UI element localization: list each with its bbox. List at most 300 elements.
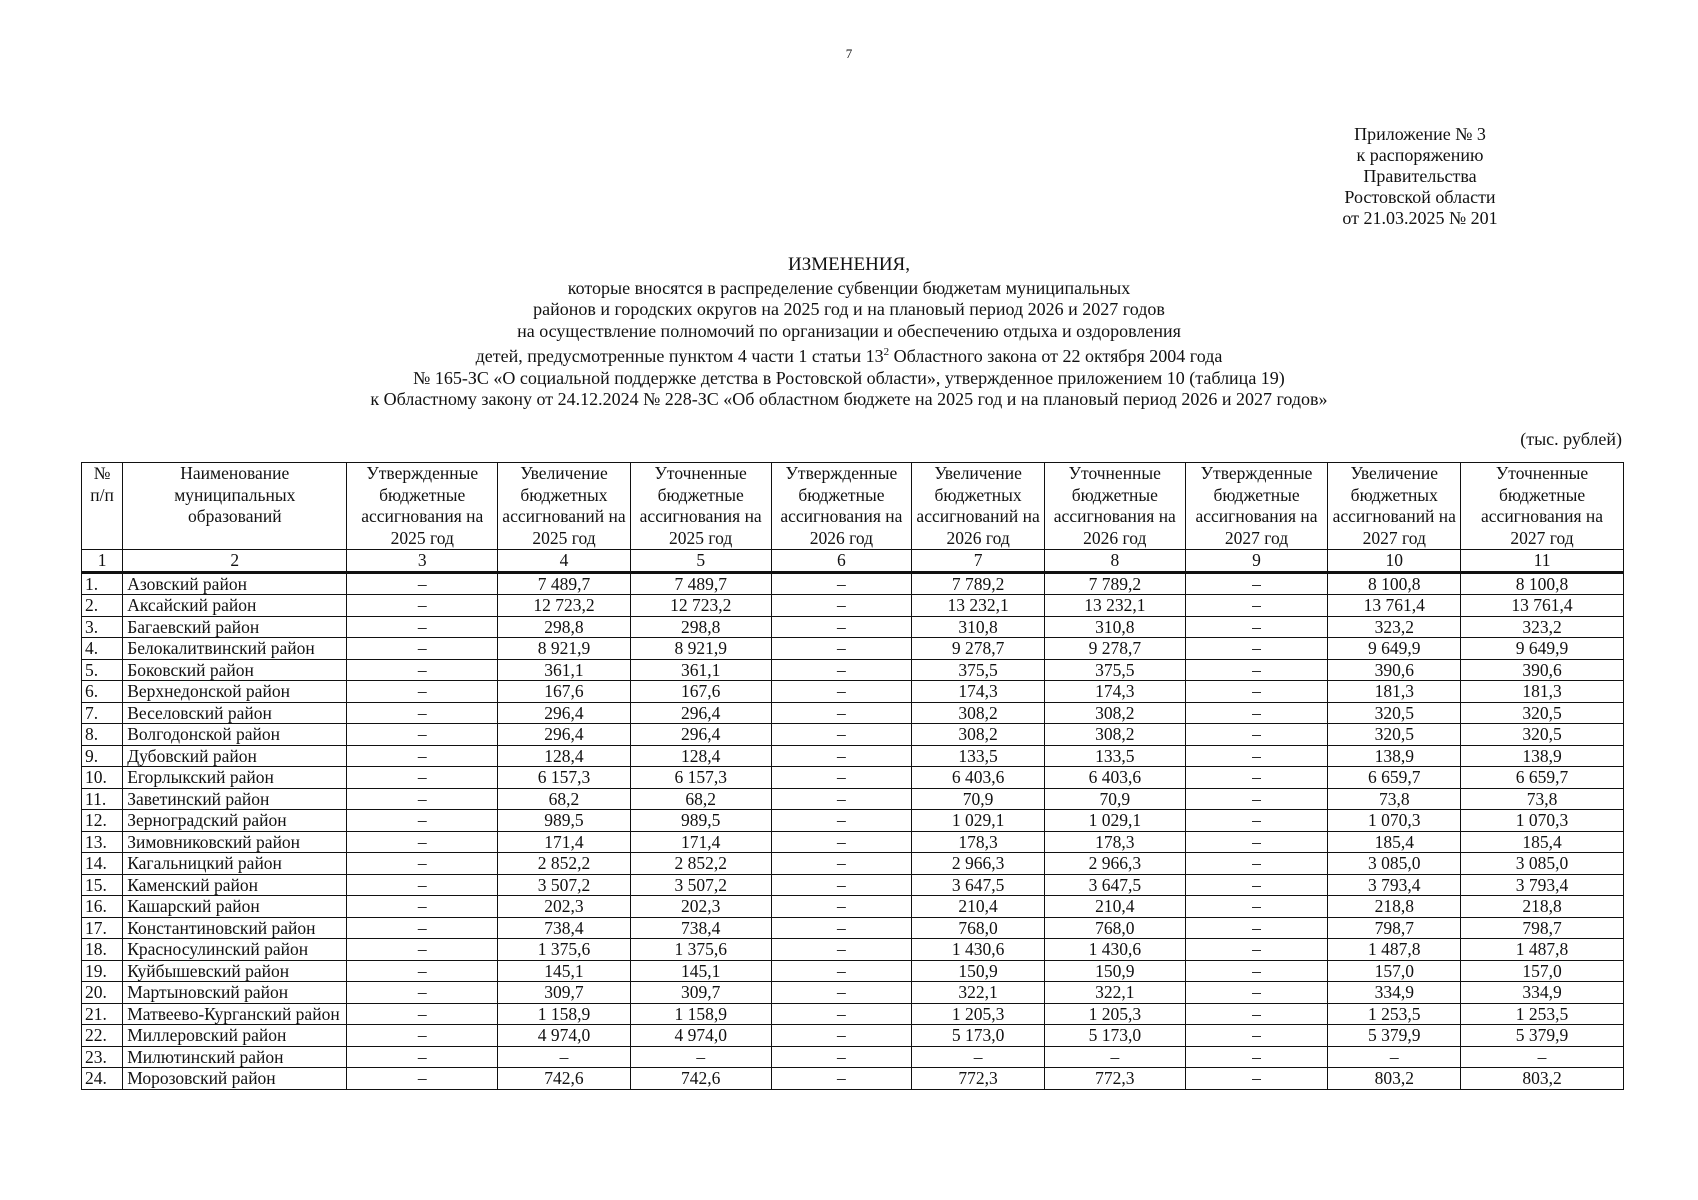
- amount-cell: 68,2: [630, 788, 771, 810]
- column-number: 3: [347, 550, 498, 573]
- amount-cell: 218,8: [1328, 896, 1461, 918]
- column-number: 6: [771, 550, 912, 573]
- table-row: [82, 659, 1624, 681]
- amount-cell: –: [912, 1046, 1045, 1068]
- amount-cell: 1 029,1: [912, 810, 1045, 832]
- amount-cell: 738,4: [630, 917, 771, 939]
- table-row: [82, 874, 1624, 896]
- amount-cell: 334,9: [1461, 982, 1624, 1004]
- amount-cell: –: [1185, 1046, 1328, 1068]
- appendix-line: Правительства: [1363, 166, 1477, 186]
- municipality-name-cell: Морозовский район: [123, 1068, 347, 1090]
- amount-cell: –: [771, 724, 912, 746]
- amount-cell: 70,9: [912, 788, 1045, 810]
- row-number-cell: 3.: [82, 616, 123, 638]
- amount-cell: –: [1185, 638, 1328, 660]
- amount-cell: –: [1185, 831, 1328, 853]
- amount-cell: 2 966,3: [1044, 853, 1185, 875]
- amount-cell: –: [347, 767, 498, 789]
- row-number-cell: 20.: [82, 982, 123, 1004]
- amount-cell: –: [771, 939, 912, 961]
- row-number-cell: 18.: [82, 939, 123, 961]
- table-row: [82, 572, 1624, 595]
- municipality-name-cell: Куйбышевский район: [123, 960, 347, 982]
- amount-cell: 390,6: [1328, 659, 1461, 681]
- amount-cell: 2 966,3: [912, 853, 1045, 875]
- municipality-name-cell: Константиновский район: [123, 917, 347, 939]
- amount-cell: 310,8: [1044, 616, 1185, 638]
- appendix-line: Ростовской области: [1344, 187, 1496, 207]
- amount-cell: 6 157,3: [498, 767, 631, 789]
- amount-cell: 70,9: [1044, 788, 1185, 810]
- amount-cell: 210,4: [912, 896, 1045, 918]
- amount-cell: 218,8: [1461, 896, 1624, 918]
- amount-cell: 296,4: [498, 724, 631, 746]
- amount-cell: 772,3: [1044, 1068, 1185, 1090]
- amount-cell: –: [1185, 982, 1328, 1004]
- appendix-line: Приложение № 3: [1354, 124, 1486, 144]
- amount-cell: 9 278,7: [1044, 638, 1185, 660]
- amount-cell: 772,3: [912, 1068, 1045, 1090]
- municipality-name-cell: Верхнедонской район: [123, 681, 347, 703]
- amount-cell: 2 852,2: [630, 853, 771, 875]
- amount-cell: –: [347, 874, 498, 896]
- document-title: [0, 254, 1698, 411]
- amount-cell: 1 070,3: [1461, 810, 1624, 832]
- amount-cell: –: [1185, 702, 1328, 724]
- amount-cell: 1 430,6: [1044, 939, 1185, 961]
- table-row: [82, 595, 1624, 617]
- row-number-cell: 4.: [82, 638, 123, 660]
- amount-cell: –: [347, 681, 498, 703]
- amount-cell: –: [1185, 1025, 1328, 1047]
- amount-cell: 1 205,3: [912, 1003, 1045, 1025]
- amount-cell: 167,6: [630, 681, 771, 703]
- row-number-cell: 1.: [82, 572, 123, 595]
- amount-cell: –: [1185, 788, 1328, 810]
- table-header-row: [82, 463, 1624, 550]
- amount-cell: 145,1: [630, 960, 771, 982]
- amount-cell: 3 507,2: [498, 874, 631, 896]
- amount-cell: –: [498, 1046, 631, 1068]
- amount-cell: –: [347, 853, 498, 875]
- row-number-cell: 10.: [82, 767, 123, 789]
- amount-cell: 6 157,3: [630, 767, 771, 789]
- table-row: [82, 1025, 1624, 1047]
- municipality-name-cell: Мартыновский район: [123, 982, 347, 1004]
- amount-cell: 5 173,0: [1044, 1025, 1185, 1047]
- table-row: [82, 917, 1624, 939]
- title-line: которые вносятся в распределение субвенции бюджетам муниципальных: [567, 277, 1131, 298]
- amount-cell: 138,9: [1461, 745, 1624, 767]
- amount-cell: 13 761,4: [1328, 595, 1461, 617]
- table-row: [82, 745, 1624, 767]
- row-number-cell: 8.: [82, 724, 123, 746]
- table-row: [82, 810, 1624, 832]
- amount-cell: –: [347, 616, 498, 638]
- column-number: 5: [630, 550, 771, 573]
- column-number: 8: [1044, 550, 1185, 573]
- column-number: 11: [1461, 550, 1624, 573]
- column-header: Увеличение бюджетных ассигнований на 2025 год: [498, 463, 631, 550]
- amount-cell: –: [347, 960, 498, 982]
- row-number-cell: 14.: [82, 853, 123, 875]
- amount-cell: 157,0: [1461, 960, 1624, 982]
- amount-cell: 803,2: [1328, 1068, 1461, 1090]
- amount-cell: 320,5: [1461, 724, 1624, 746]
- amount-cell: 7 489,7: [630, 572, 771, 595]
- amount-cell: 8 100,8: [1328, 572, 1461, 595]
- amount-cell: –: [347, 982, 498, 1004]
- row-number-cell: 15.: [82, 874, 123, 896]
- amount-cell: 989,5: [630, 810, 771, 832]
- amount-cell: –: [1185, 681, 1328, 703]
- column-number: 4: [498, 550, 631, 573]
- amount-cell: 5 379,9: [1328, 1025, 1461, 1047]
- amount-cell: 803,2: [1461, 1068, 1624, 1090]
- municipality-name-cell: Матвеево-Курганский район: [123, 1003, 347, 1025]
- amount-cell: 4 974,0: [498, 1025, 631, 1047]
- column-header: Уточненные бюджетные ассигнования на 2026 год: [1044, 463, 1185, 550]
- amount-cell: –: [347, 572, 498, 595]
- amount-cell: 1 158,9: [498, 1003, 631, 1025]
- row-number-cell: 23.: [82, 1046, 123, 1068]
- amount-cell: 320,5: [1328, 702, 1461, 724]
- amount-cell: 181,3: [1461, 681, 1624, 703]
- amount-cell: 768,0: [1044, 917, 1185, 939]
- amount-cell: 296,4: [630, 702, 771, 724]
- amount-cell: 308,2: [912, 702, 1045, 724]
- amount-cell: 742,6: [630, 1068, 771, 1090]
- amount-cell: –: [347, 1068, 498, 1090]
- amount-cell: –: [771, 853, 912, 875]
- table-row: [82, 681, 1624, 703]
- amount-cell: 3 647,5: [912, 874, 1045, 896]
- column-number: 2: [123, 550, 347, 573]
- municipality-name-cell: Каменский район: [123, 874, 347, 896]
- row-number-cell: 19.: [82, 960, 123, 982]
- amount-cell: –: [771, 702, 912, 724]
- amount-cell: –: [771, 1003, 912, 1025]
- row-number-cell: 9.: [82, 745, 123, 767]
- amount-cell: –: [771, 788, 912, 810]
- amount-cell: 128,4: [498, 745, 631, 767]
- amount-cell: 3 507,2: [630, 874, 771, 896]
- amount-cell: –: [1185, 917, 1328, 939]
- amount-cell: –: [347, 788, 498, 810]
- municipality-name-cell: Егорлыкский район: [123, 767, 347, 789]
- municipality-name-cell: Дубовский район: [123, 745, 347, 767]
- amount-cell: –: [347, 831, 498, 853]
- amount-cell: 171,4: [630, 831, 771, 853]
- page-number: 7: [845, 46, 853, 61]
- amount-cell: 150,9: [912, 960, 1045, 982]
- column-header: Утвержденные бюджетные ассигнования на 2027 год: [1185, 463, 1328, 550]
- amount-cell: 13 232,1: [1044, 595, 1185, 617]
- amount-cell: 3 085,0: [1461, 853, 1624, 875]
- amount-cell: 1 487,8: [1461, 939, 1624, 961]
- amount-cell: 1 029,1: [1044, 810, 1185, 832]
- amount-cell: 12 723,2: [498, 595, 631, 617]
- amount-cell: –: [1185, 810, 1328, 832]
- amount-cell: 308,2: [1044, 702, 1185, 724]
- amount-cell: –: [771, 896, 912, 918]
- amount-cell: –: [1185, 896, 1328, 918]
- row-number-cell: 7.: [82, 702, 123, 724]
- municipality-name-cell: Зерноградский район: [123, 810, 347, 832]
- column-header: Уточненные бюджетные ассигнования на 2025 год: [630, 463, 771, 550]
- amount-cell: 145,1: [498, 960, 631, 982]
- amount-cell: –: [771, 1025, 912, 1047]
- amount-cell: –: [347, 595, 498, 617]
- appendix-reference: [1300, 124, 1540, 229]
- title-line: № 165-ЗС «О социальной поддержке детства в Ростовской области», утвержденное приложением 10 (таблица 19): [413, 367, 1285, 388]
- appendix-line: от 21.03.2025 № 201: [1342, 208, 1498, 228]
- amount-cell: 171,4: [498, 831, 631, 853]
- amount-cell: –: [347, 810, 498, 832]
- table-row: [82, 788, 1624, 810]
- amount-cell: 6 659,7: [1461, 767, 1624, 789]
- amount-cell: 13 232,1: [912, 595, 1045, 617]
- amount-cell: –: [347, 1046, 498, 1068]
- amount-cell: 8 921,9: [498, 638, 631, 660]
- amount-cell: –: [771, 1068, 912, 1090]
- amount-cell: 334,9: [1328, 982, 1461, 1004]
- amount-cell: –: [1185, 659, 1328, 681]
- municipality-name-cell: Зимовниковский район: [123, 831, 347, 853]
- amount-cell: –: [1185, 595, 1328, 617]
- amount-cell: –: [347, 1003, 498, 1025]
- row-number-cell: 21.: [82, 1003, 123, 1025]
- amount-cell: 375,5: [1044, 659, 1185, 681]
- amount-cell: 1 375,6: [498, 939, 631, 961]
- column-header: Уточненные бюджетные ассигнования на 2027 год: [1461, 463, 1624, 550]
- amount-cell: 6 659,7: [1328, 767, 1461, 789]
- row-number-cell: 6.: [82, 681, 123, 703]
- title-line: к Областному закону от 24.12.2024 № 228-ЗС «Об областном бюджете на 2025 год и на плановый период 2026 и 2027 годов»: [370, 389, 1328, 409]
- amount-cell: –: [1185, 939, 1328, 961]
- table-row: [82, 616, 1624, 638]
- amount-cell: –: [1185, 1003, 1328, 1025]
- amount-cell: –: [771, 874, 912, 896]
- municipality-name-cell: Заветинский район: [123, 788, 347, 810]
- column-header: Увеличение бюджетных ассигнований на 2027 год: [1328, 463, 1461, 550]
- municipality-name-cell: Волгодонской район: [123, 724, 347, 746]
- column-number-row: [82, 550, 1624, 573]
- table-row: [82, 638, 1624, 660]
- row-number-cell: 12.: [82, 810, 123, 832]
- appendix-line: к распоряжению: [1356, 145, 1484, 165]
- column-header: Наименование муниципальных образований: [123, 463, 347, 550]
- amount-cell: 9 278,7: [912, 638, 1045, 660]
- amount-cell: –: [771, 595, 912, 617]
- allocation-table: [81, 462, 1624, 1090]
- column-number: 10: [1328, 550, 1461, 573]
- amount-cell: 3 793,4: [1461, 874, 1624, 896]
- amount-cell: 2 852,2: [498, 853, 631, 875]
- table-row: [82, 982, 1624, 1004]
- amount-cell: 296,4: [630, 724, 771, 746]
- amount-cell: 309,7: [630, 982, 771, 1004]
- amount-cell: 185,4: [1461, 831, 1624, 853]
- amount-cell: –: [347, 659, 498, 681]
- title-line: [0, 342, 1698, 368]
- amount-cell: 3 085,0: [1328, 853, 1461, 875]
- amount-cell: –: [1044, 1046, 1185, 1068]
- municipality-name-cell: Миллеровский район: [123, 1025, 347, 1047]
- amount-cell: –: [771, 810, 912, 832]
- amount-cell: 742,6: [498, 1068, 631, 1090]
- amount-cell: 174,3: [1044, 681, 1185, 703]
- amount-cell: 298,8: [630, 616, 771, 638]
- amount-cell: 322,1: [1044, 982, 1185, 1004]
- table-row: [82, 853, 1624, 875]
- amount-cell: –: [1185, 724, 1328, 746]
- municipality-name-cell: Кагальницкий район: [123, 853, 347, 875]
- amount-cell: 3 647,5: [1044, 874, 1185, 896]
- table-row: [82, 724, 1624, 746]
- table-row: [82, 896, 1624, 918]
- amount-cell: 308,2: [1044, 724, 1185, 746]
- municipality-name-cell: Милютинский район: [123, 1046, 347, 1068]
- table-row: [82, 831, 1624, 853]
- municipality-name-cell: Белокалитвинский район: [123, 638, 347, 660]
- column-header: Увеличение бюджетных ассигнований на 2026 год: [912, 463, 1045, 550]
- amount-cell: 185,4: [1328, 831, 1461, 853]
- amount-cell: –: [630, 1046, 771, 1068]
- amount-cell: 178,3: [912, 831, 1045, 853]
- amount-cell: 5 173,0: [912, 1025, 1045, 1047]
- amount-cell: 128,4: [630, 745, 771, 767]
- amount-cell: 310,8: [912, 616, 1045, 638]
- amount-cell: –: [1185, 745, 1328, 767]
- amount-cell: 150,9: [1044, 960, 1185, 982]
- amount-cell: 210,4: [1044, 896, 1185, 918]
- amount-cell: –: [771, 917, 912, 939]
- amount-cell: 133,5: [912, 745, 1045, 767]
- table-row: [82, 1003, 1624, 1025]
- amount-cell: 73,8: [1461, 788, 1624, 810]
- amount-cell: –: [771, 745, 912, 767]
- amount-cell: 361,1: [630, 659, 771, 681]
- amount-cell: 73,8: [1328, 788, 1461, 810]
- amount-cell: 989,5: [498, 810, 631, 832]
- row-number-cell: 5.: [82, 659, 123, 681]
- amount-cell: 1 253,5: [1328, 1003, 1461, 1025]
- amount-cell: –: [771, 659, 912, 681]
- amount-cell: 68,2: [498, 788, 631, 810]
- amount-cell: 768,0: [912, 917, 1045, 939]
- amount-cell: 8 921,9: [630, 638, 771, 660]
- amount-cell: 1 070,3: [1328, 810, 1461, 832]
- amount-cell: –: [347, 939, 498, 961]
- amount-cell: 1 158,9: [630, 1003, 771, 1025]
- amount-cell: –: [1185, 874, 1328, 896]
- amount-cell: –: [1185, 616, 1328, 638]
- table-row: [82, 767, 1624, 789]
- amount-cell: –: [347, 745, 498, 767]
- amount-cell: –: [347, 638, 498, 660]
- municipality-name-cell: Красносулинский район: [123, 939, 347, 961]
- column-number: 1: [82, 550, 123, 573]
- amount-cell: 174,3: [912, 681, 1045, 703]
- amount-cell: –: [1185, 960, 1328, 982]
- row-number-cell: 11.: [82, 788, 123, 810]
- amount-cell: 7 789,2: [912, 572, 1045, 595]
- amount-cell: 1 430,6: [912, 939, 1045, 961]
- row-number-cell: 24.: [82, 1068, 123, 1090]
- column-number: 7: [912, 550, 1045, 573]
- row-number-cell: 2.: [82, 595, 123, 617]
- amount-cell: 133,5: [1044, 745, 1185, 767]
- amount-cell: –: [1185, 572, 1328, 595]
- municipality-name-cell: Боковский район: [123, 659, 347, 681]
- amount-cell: 167,6: [498, 681, 631, 703]
- amount-cell: –: [1185, 767, 1328, 789]
- amount-cell: 323,2: [1328, 616, 1461, 638]
- amount-cell: 202,3: [630, 896, 771, 918]
- amount-cell: 375,5: [912, 659, 1045, 681]
- amount-cell: 9 649,9: [1328, 638, 1461, 660]
- amount-cell: –: [771, 767, 912, 789]
- amount-cell: –: [347, 1025, 498, 1047]
- title-line: на осуществление полномочий по организации и обеспечению отдыха и оздоровления: [517, 320, 1181, 341]
- municipality-name-cell: Азовский район: [123, 572, 347, 595]
- row-number-cell: 13.: [82, 831, 123, 853]
- amount-cell: 181,3: [1328, 681, 1461, 703]
- amount-cell: 322,1: [912, 982, 1045, 1004]
- amount-cell: 7 489,7: [498, 572, 631, 595]
- column-header: Утвержденные бюджетные ассигнования на 2025 год: [347, 463, 498, 550]
- municipality-name-cell: Аксайский район: [123, 595, 347, 617]
- amount-cell: 309,7: [498, 982, 631, 1004]
- column-header: Утвержденные бюджетные ассигнования на 2026 год: [771, 463, 912, 550]
- amount-cell: 202,3: [498, 896, 631, 918]
- units-label: (тыс. рублей): [1520, 429, 1622, 449]
- amount-cell: 798,7: [1328, 917, 1461, 939]
- table-row: [82, 1068, 1624, 1090]
- amount-cell: 13 761,4: [1461, 595, 1624, 617]
- amount-cell: –: [771, 831, 912, 853]
- title-line-text: детей, предусмотренные пунктом 4 части 1 статьи 13: [475, 346, 884, 366]
- amount-cell: 6 403,6: [1044, 767, 1185, 789]
- amount-cell: –: [347, 724, 498, 746]
- table-body: [82, 550, 1624, 1090]
- amount-cell: 361,1: [498, 659, 631, 681]
- table-row: [82, 960, 1624, 982]
- title-line-text: Областного закона от 22 октября 2004 года: [889, 346, 1223, 366]
- municipality-name-cell: Веселовский район: [123, 702, 347, 724]
- amount-cell: –: [1185, 1068, 1328, 1090]
- title-heading: ИЗМЕНЕНИЯ,: [788, 254, 910, 275]
- amount-cell: 323,2: [1461, 616, 1624, 638]
- amount-cell: 4 974,0: [630, 1025, 771, 1047]
- amount-cell: –: [347, 702, 498, 724]
- amount-cell: –: [771, 1046, 912, 1068]
- amount-cell: 6 403,6: [912, 767, 1045, 789]
- municipality-name-cell: Багаевский район: [123, 616, 347, 638]
- amount-cell: –: [771, 572, 912, 595]
- municipality-name-cell: Кашарский район: [123, 896, 347, 918]
- amount-cell: –: [1185, 853, 1328, 875]
- amount-cell: 1 487,8: [1328, 939, 1461, 961]
- amount-cell: –: [1461, 1046, 1624, 1068]
- table-row: [82, 702, 1624, 724]
- amount-cell: 1 375,6: [630, 939, 771, 961]
- row-number-cell: 22.: [82, 1025, 123, 1047]
- amount-cell: 157,0: [1328, 960, 1461, 982]
- amount-cell: 320,5: [1328, 724, 1461, 746]
